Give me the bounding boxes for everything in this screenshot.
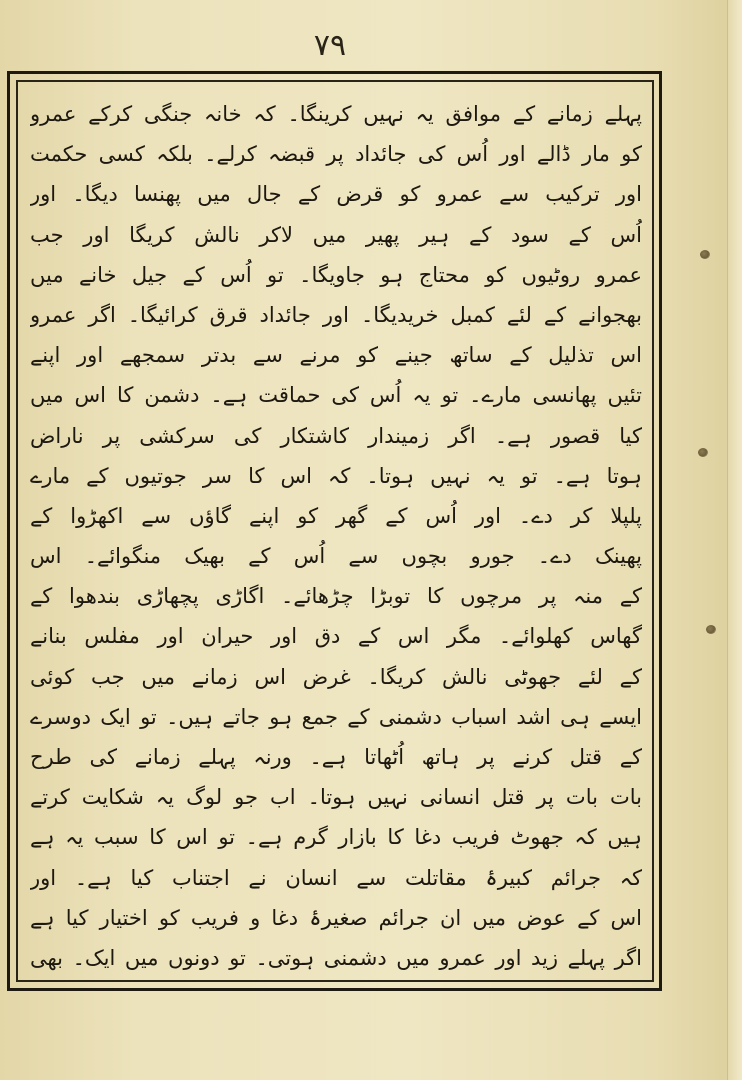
text-line: اُس کے سود کے ہیر پھیر میں لاکر نالش کریگا اور جب (30, 222, 642, 247)
text-line: پھینک دے۔ جورو بچوں سے اُس کے بھیک منگوائے۔ اس (30, 544, 642, 569)
binding-hole (706, 625, 716, 634)
text-line: پہلے زمانے کے موافق یہ نہیں کرینگا۔ کہ خانہ جنگی کرکے عمرو (30, 102, 642, 126)
text-line: عمرو روٹیوں کو محتاج ہو جاویگا۔ تو اُس کے جیل خانے میں (30, 262, 642, 287)
text-line: پلپلا کر دے۔ اور اُس کے گھر کو اپنے گاؤں سے اکھڑوا کے (30, 503, 642, 528)
text-line: کے لئے جھوٹی نالش کریگا۔ غرض اس زمانے میں جب کوئی (30, 664, 642, 689)
text-line: کے منہ پر مرچوں کا توبڑا چڑھائے۔ اگاڑی پچھاڑی بندھوا کے (30, 584, 642, 609)
text-line: گھاس کھلوائے۔ مگر اس کے دق اور حیران اور مفلس بنانے (30, 624, 642, 649)
text-line: کیا قصور ہے۔ اگر زمیندار کاشتکار کی سرکشی پر ناراض (30, 423, 642, 448)
text-line: اگر پہلے زید اور عمرو میں دشمنی ہوتی۔ تو دونوں میں ایک۔ بھی (30, 945, 642, 970)
binding-hole (698, 448, 708, 457)
text-line: بات بات پر قتل انسانی نہیں ہوتا۔ اب جو لوگ یہ شکایت کرتے (30, 785, 642, 810)
text-line: اور ترکیب سے عمرو کو قرض کے جال میں پھنسا دیگا۔ اور (30, 182, 642, 207)
page-edge (727, 0, 742, 1080)
text-line: کے قتل کرنے پر ہاتھ اُٹھاتا ہے۔ ورنہ پہلے زمانے کی طرح (30, 745, 642, 769)
text-line: ہیں کہ جھوٹ فریب دغا کا بازار گرم ہے۔ تو اس کا سبب یہ ہے (30, 825, 642, 850)
text-line: اس تذلیل کے ساتھ جینے کو مرنے سے بدتر سمجھے اور اپنے (30, 343, 642, 368)
text-line: ایسے ہی اشد اسباب دشمنی کے جمع ہو جاتے ہیں۔ تو ایک دوسرے (30, 704, 642, 729)
binding-hole (700, 250, 710, 259)
text-line: کہ جرائم کبیرۂ مقاتلت سے انسان نے اجتناب کیا ہے۔ اور (30, 865, 642, 890)
text-line: ہوتا ہے۔ تو یہ نہیں ہوتا۔ کہ اس کا سر جوتیوں کے مارے (30, 463, 642, 488)
text-line: بھجوانے کے لئے کمبل خریدیگا۔ اور جائداد قرق کرائیگا۔ اگر عمرو (30, 302, 642, 327)
text-line: کو مار ڈالے اور اُس کی جائداد پر قبضہ کرلے۔ بلکہ کسی حکمت (30, 142, 642, 167)
urdu-text-body (30, 94, 642, 978)
text-line: تئیں پھانسی مارے۔ تو یہ اُس کی حماقت ہے۔ دشمن کا اس میں (30, 383, 642, 408)
text-line: اس کے عوض میں ان جرائم صغیرۂ دغا و فریب کو اختیار کیا ہے (30, 905, 642, 930)
page-number: ٧٩ (313, 28, 347, 63)
